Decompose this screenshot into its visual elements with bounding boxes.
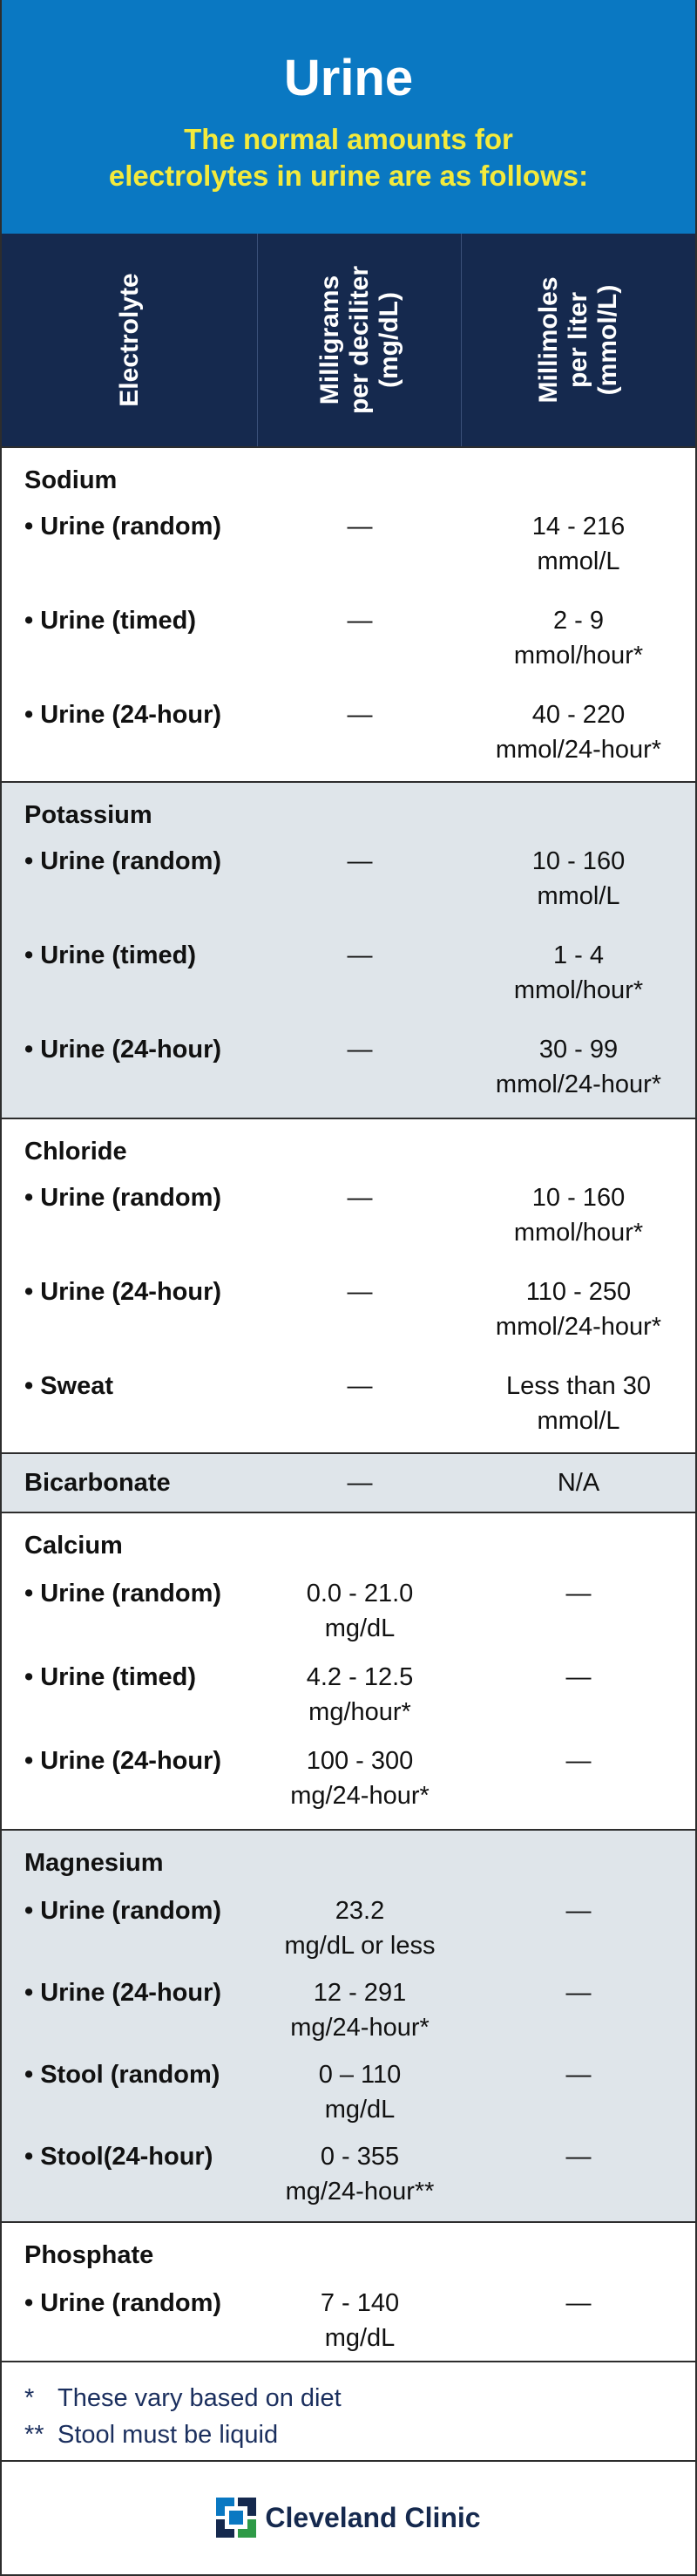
table-row xyxy=(2,1743,695,1827)
mmol-range: 30 - 99 xyxy=(538,1036,619,1064)
table-row xyxy=(2,1180,695,1274)
row-label: • Stool(24-hour) xyxy=(24,2143,213,2171)
row-label: • Urine (random) xyxy=(24,513,222,540)
section-name-magnesium: Magnesium xyxy=(24,1849,164,1877)
mg-range: 0 – 110 xyxy=(318,2061,402,2089)
section-magnesium xyxy=(2,1829,695,2221)
row-label: • Urine (timed) xyxy=(24,1663,197,1691)
mg-value: — xyxy=(347,607,373,635)
mg-unit: mg/24-hour* xyxy=(290,1782,430,1810)
footer-logo xyxy=(2,2460,695,2573)
footnote-mark: ** xyxy=(24,2421,44,2449)
mg-value: — xyxy=(347,1036,373,1064)
mmol-unit: mmol/24-hour* xyxy=(495,1313,662,1341)
mg-value: — xyxy=(347,1184,373,1212)
column-header-mmol-line-1: Millimoles xyxy=(534,276,563,404)
mg-unit: mg/dL xyxy=(324,1614,396,1642)
table-row xyxy=(2,1975,695,2057)
mmol-range: 110 - 250 xyxy=(525,1278,632,1306)
mmol-value xyxy=(462,1274,695,1369)
section-bicarbonate xyxy=(2,1452,695,1512)
table-row xyxy=(2,509,695,603)
table-row xyxy=(2,2057,695,2139)
cleveland-clinic-logo-icon xyxy=(216,2498,256,2538)
row-label: • Urine (24-hour) xyxy=(24,1747,222,1775)
row-label: • Urine (random) xyxy=(24,1184,222,1212)
mmol-value: — xyxy=(565,2289,592,2317)
table-row xyxy=(2,1576,695,1660)
mmol-value: — xyxy=(565,1580,592,1607)
subtitle-line-2: electrolytes in urine are as follows: xyxy=(108,160,589,192)
mmol-unit: mmol/24-hour* xyxy=(495,1071,662,1098)
footnote-text: These vary based on diet xyxy=(58,2384,342,2412)
mg-value: — xyxy=(347,941,373,969)
mmol-value xyxy=(462,1180,695,1274)
mg-value xyxy=(258,1743,462,1827)
column-header-electrolyte xyxy=(2,234,258,446)
mg-value: — xyxy=(347,847,373,875)
row-label: • Urine (timed) xyxy=(24,941,197,969)
mg-range: 7 - 140 xyxy=(320,2289,400,2317)
mmol-value: N/A xyxy=(557,1469,600,1497)
page-subtitle xyxy=(2,121,695,194)
mmol-range: 10 - 160 xyxy=(531,847,626,875)
mmol-value xyxy=(462,1032,695,1119)
row-label: • Urine (random) xyxy=(24,847,222,875)
footnotes xyxy=(2,2361,695,2460)
table-row xyxy=(2,1660,695,1743)
mg-range: 4.2 - 12.5 xyxy=(306,1663,414,1691)
table-row xyxy=(2,1274,695,1369)
table-row xyxy=(2,1369,695,1456)
table-row xyxy=(2,938,695,1032)
row-label: • Urine (24-hour) xyxy=(24,1036,222,1064)
row-label: • Urine (24-hour) xyxy=(24,1979,222,2007)
mmol-value xyxy=(462,938,695,1032)
mg-range: 100 - 300 xyxy=(306,1747,414,1775)
brand-name: Cleveland Clinic xyxy=(265,2501,481,2533)
mmol-range: Less than 30 xyxy=(505,1372,652,1400)
table-row xyxy=(2,1893,695,1975)
mmol-value xyxy=(462,844,695,938)
section-name-chloride: Chloride xyxy=(24,1138,127,1166)
mg-unit: mg/hour* xyxy=(308,1698,411,1726)
mmol-value xyxy=(462,1369,695,1456)
mg-range: 0 - 355 xyxy=(320,2143,400,2171)
table-row xyxy=(2,1032,695,1119)
column-header-mg-line-2: per deciliter xyxy=(344,265,374,415)
section-name-phosphate: Phosphate xyxy=(24,2241,154,2269)
mmol-unit: mmol/hour* xyxy=(513,1219,644,1247)
mmol-unit: mmol/L xyxy=(537,882,620,910)
column-header-mg xyxy=(258,234,462,446)
mg-value xyxy=(258,1975,462,2057)
section-name-sodium: Sodium xyxy=(24,466,118,494)
mg-value: — xyxy=(347,701,373,729)
column-header-electrolyte-label: Electrolyte xyxy=(114,273,144,407)
table-row xyxy=(2,844,695,938)
table-row xyxy=(2,2286,695,2368)
mmol-range: 1 - 4 xyxy=(552,941,605,969)
mg-range: 12 - 291 xyxy=(313,1979,407,2007)
page-title: Urine xyxy=(283,50,414,106)
mmol-range: 40 - 220 xyxy=(531,701,626,729)
row-label: • Urine (random) xyxy=(24,2289,222,2317)
row-label: • Urine (random) xyxy=(24,1580,222,1607)
mmol-value xyxy=(462,603,695,697)
mmol-unit: mmol/24-hour* xyxy=(495,736,662,764)
mmol-range: 10 - 160 xyxy=(531,1184,626,1212)
mg-value xyxy=(258,1576,462,1660)
mg-value xyxy=(258,2286,462,2368)
section-name-calcium: Calcium xyxy=(24,1532,123,1560)
mg-value: — xyxy=(347,1469,373,1497)
mg-unit: mg/dL or less xyxy=(284,1932,436,1960)
column-header-mg-line-1: Milligrams xyxy=(315,275,344,405)
column-header-mmol xyxy=(462,234,695,446)
row-label: • Urine (timed) xyxy=(24,607,197,635)
row-label: • Stool (random) xyxy=(24,2061,220,2089)
mmol-unit: mmol/L xyxy=(537,547,620,575)
column-header-mg-label xyxy=(315,266,404,414)
row-label: • Urine (24-hour) xyxy=(24,1278,222,1306)
footnote xyxy=(24,2416,695,2453)
footnote xyxy=(24,2380,695,2416)
section-calcium xyxy=(2,1512,695,1829)
subtitle-line-1: The normal amounts for xyxy=(184,123,513,155)
mg-range: 23.2 xyxy=(335,1897,385,1925)
column-header-row xyxy=(2,234,695,446)
mg-range: 0.0 - 21.0 xyxy=(306,1580,414,1607)
mmol-value xyxy=(462,697,695,785)
row-label: • Sweat xyxy=(24,1372,114,1400)
table-row xyxy=(2,2139,695,2221)
table-row xyxy=(2,697,695,785)
mmol-value: — xyxy=(565,1897,592,1925)
mg-value xyxy=(258,1660,462,1743)
section-sodium xyxy=(2,446,695,781)
table-row xyxy=(2,603,695,697)
section-potassium xyxy=(2,781,695,1118)
mmol-unit: mmol/hour* xyxy=(513,976,644,1004)
column-header-mmol-line-3: (mmol/L) xyxy=(593,284,622,396)
column-header-mg-line-3: (mg/dL) xyxy=(374,292,403,388)
mg-value: — xyxy=(347,1278,373,1306)
mg-value: — xyxy=(347,513,373,540)
mmol-value: — xyxy=(565,2061,592,2089)
row-label: • Urine (random) xyxy=(24,1897,222,1925)
mmol-range: 2 - 9 xyxy=(552,607,605,635)
row-label: • Urine (24-hour) xyxy=(24,701,222,729)
mg-value xyxy=(258,1893,462,1975)
section-phosphate xyxy=(2,2221,695,2361)
mg-value xyxy=(258,2057,462,2139)
mmol-unit: mmol/hour* xyxy=(513,642,644,669)
column-header-mmol-line-2: per liter xyxy=(564,291,592,389)
section-name-potassium: Potassium xyxy=(24,801,152,829)
mmol-value xyxy=(462,509,695,603)
mmol-value: — xyxy=(565,1979,592,2007)
footnote-text: Stool must be liquid xyxy=(58,2421,279,2449)
header-banner xyxy=(2,0,695,234)
mmol-unit: mmol/L xyxy=(537,1407,620,1435)
footnote-mark: * xyxy=(24,2384,35,2412)
mg-unit: mg/dL xyxy=(324,2324,396,2352)
section-name-bicarbonate: Bicarbonate xyxy=(24,1469,171,1497)
mg-unit: mg/dL xyxy=(324,2096,396,2124)
mmol-range: 14 - 216 xyxy=(531,513,626,540)
mg-unit: mg/24-hour* xyxy=(290,2014,430,2042)
mmol-value: — xyxy=(565,1747,592,1775)
mg-value xyxy=(258,2139,462,2221)
column-header-mmol-label xyxy=(534,276,623,403)
mmol-value: — xyxy=(565,2143,592,2171)
mg-value: — xyxy=(347,1372,373,1400)
section-chloride xyxy=(2,1118,695,1452)
mg-unit: mg/24-hour** xyxy=(285,2178,435,2206)
mmol-value: — xyxy=(565,1663,592,1691)
